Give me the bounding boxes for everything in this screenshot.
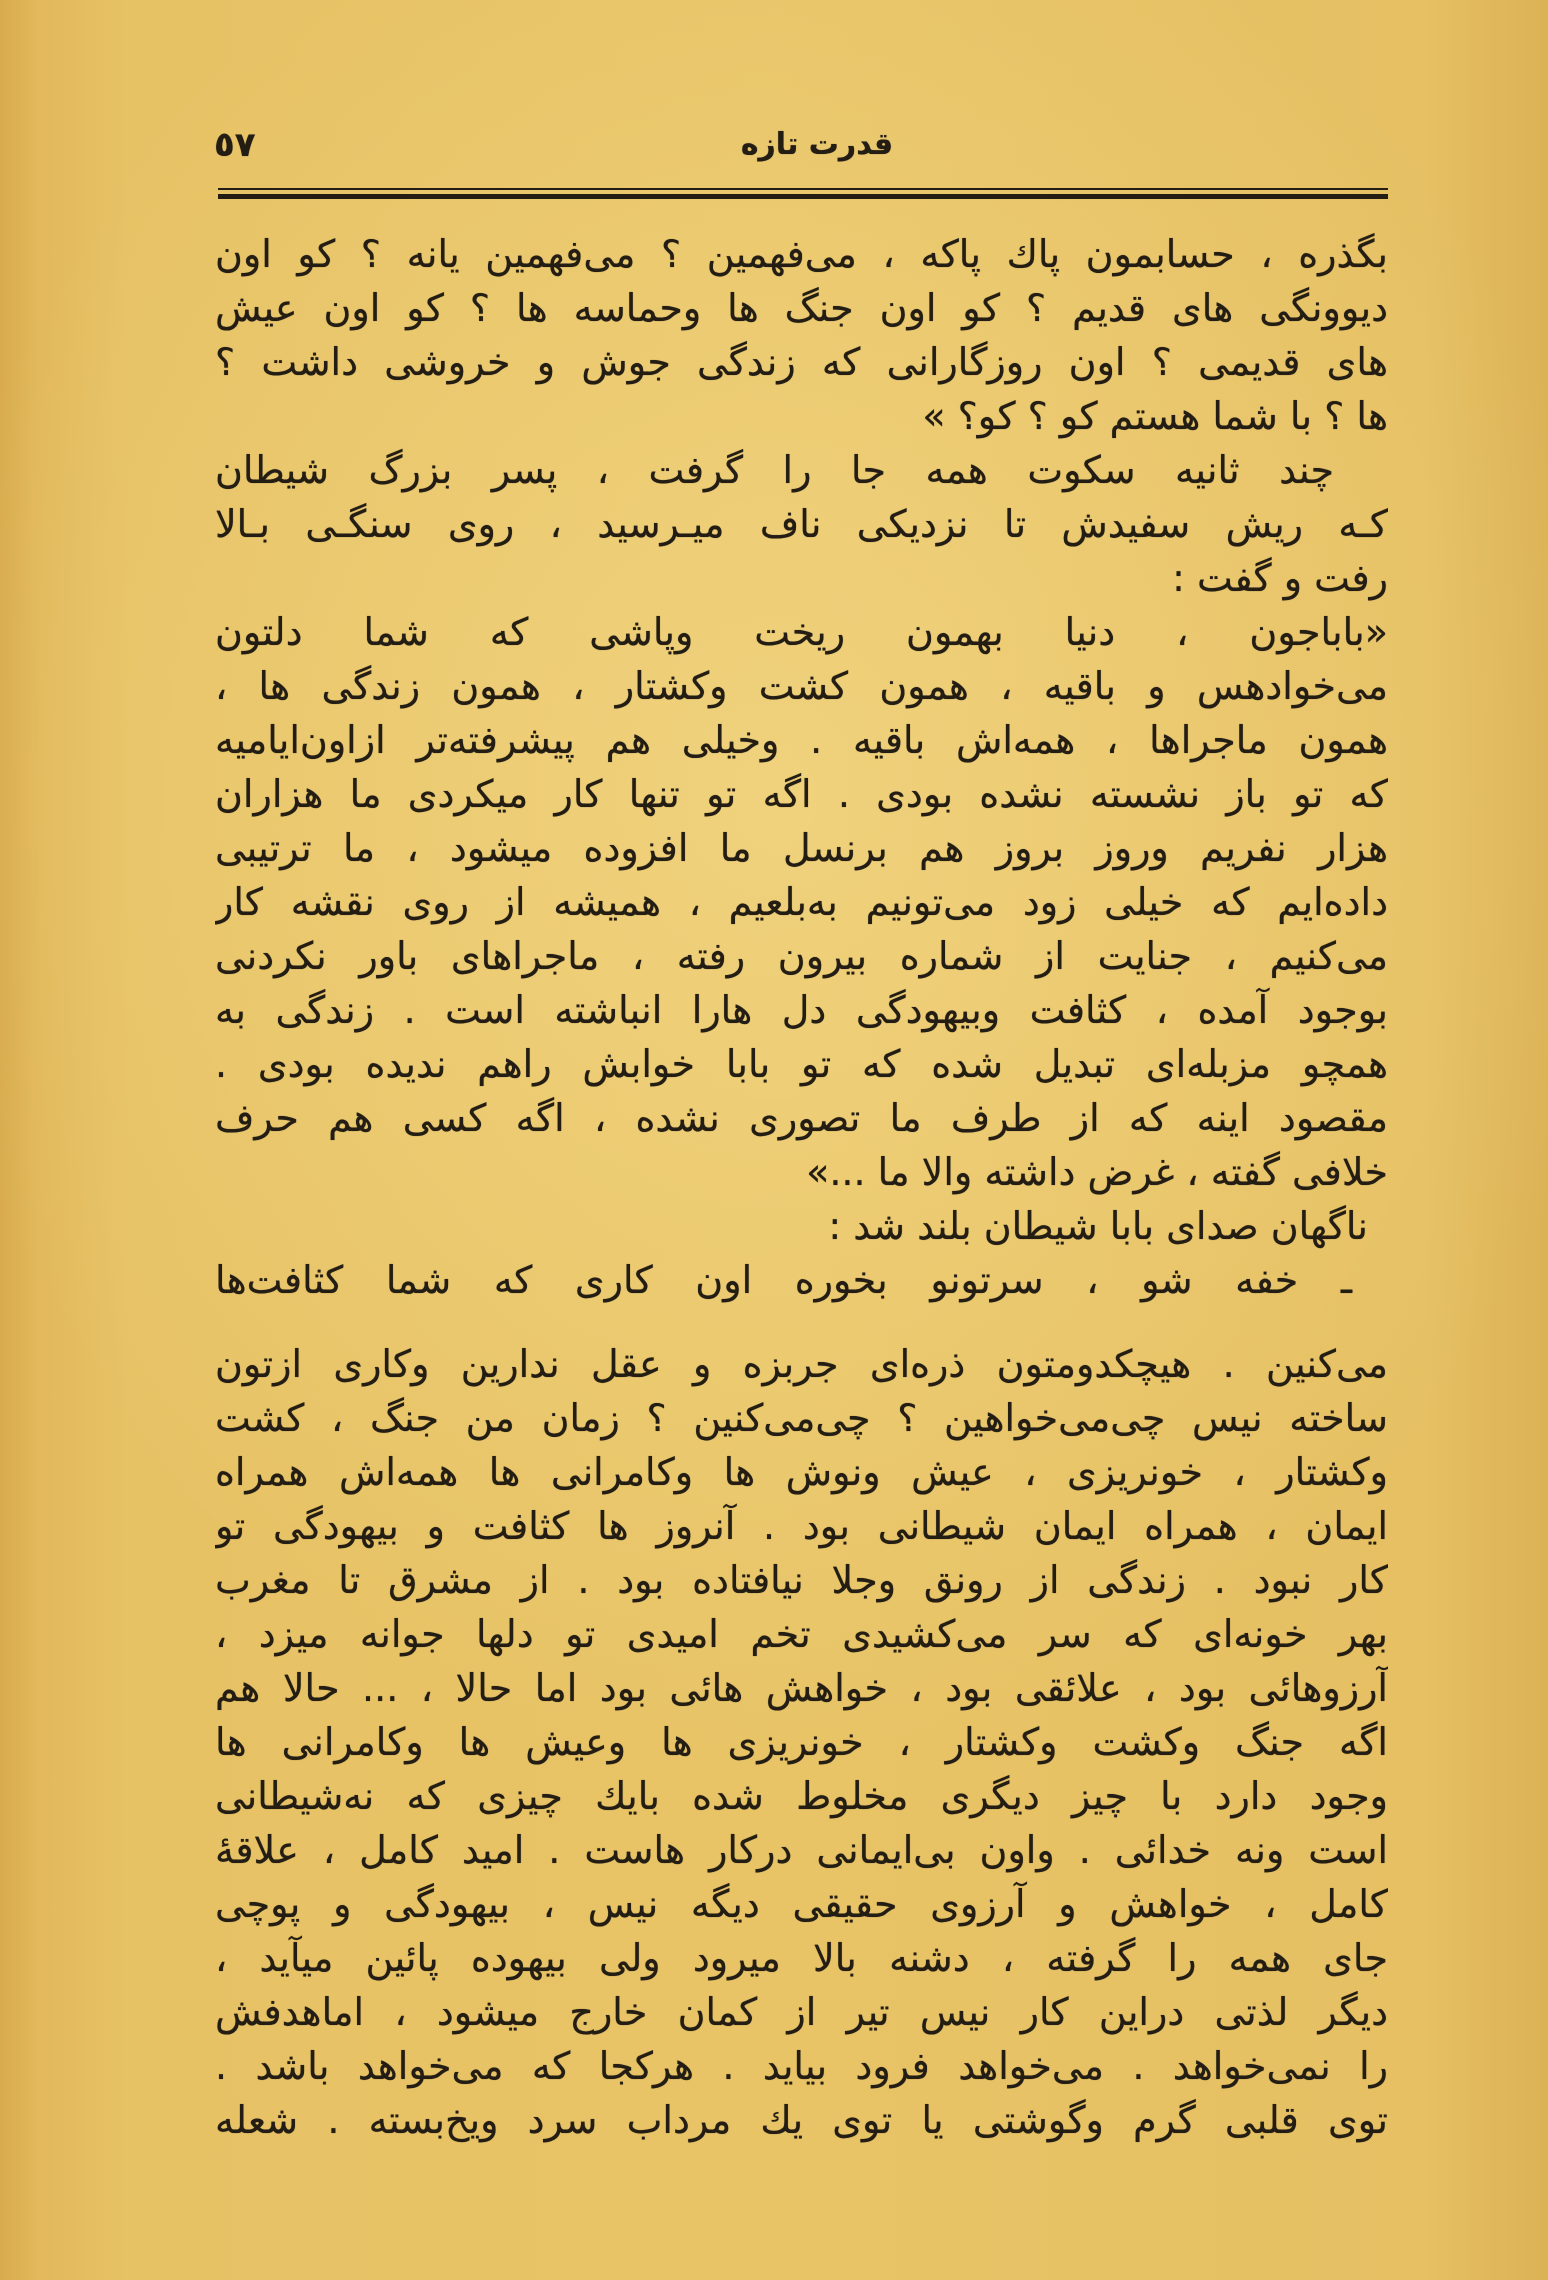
body-text-line: می‌کنیم ، جنایت از شماره بیرون رفته ، ماجراهای باور نکردنی (215, 934, 1388, 978)
body-text-line: همون ماجراها ، همه‌اش باقیه . وخیلی هم پیشرفته‌تر ازاون‌ایامیه (215, 718, 1388, 762)
body-text-line: هزار نفریم وروز بروز هم برنسل ما افزوده میشود ، ما ترتیبی (215, 826, 1388, 870)
body-text-line: اگه جنگ وکشت وکشتار ، خونریزی ها وعیش ها وکامرانی ها (215, 1720, 1388, 1764)
body-text-line: کـه ریش سفیدش تا نزدیکی ناف میـرسید ، روی سنگـی بـالا (215, 502, 1388, 546)
body-text-line: کامل ، خواهش و آرزوی حقیقی دیگه نیس ، بیهودگی و پوچی (215, 1882, 1388, 1926)
header-rule-thick (218, 194, 1388, 199)
body-text-line: چند ثانیه سکوت همه جا را گرفت ، پسر بزرگ شیطان (215, 448, 1334, 492)
body-text-line: توی قلبی گرم وگوشتی یا توی یك مرداب سرد ویخ‌بسته . شعله (215, 2098, 1388, 2142)
body-text-line: را نمی‌خواهد . می‌خواهد فرود بیاید . هرکجا که می‌خواهد باشد . (215, 2044, 1388, 2088)
body-text-line: آرزوهائی بود ، علائقی بود ، خواهش هائی بود اما حالا ، ... حالا هم (215, 1666, 1388, 1710)
body-text-line: ها ؟ با شما هستم کو ؟ کو؟ » (922, 394, 1388, 438)
body-text-line: «باباجون ، دنیا بهمون ریخت وپاشی که شما دلتون (215, 610, 1388, 654)
body-text-line: مقصود اینه که از طرف ما تصوری نشده ، اگه کسی هم حرف (215, 1096, 1388, 1140)
body-text-line: دیگر لذتی دراین کار نیس تیر از کمان خارج میشود ، اماهدفش (215, 1990, 1388, 2034)
body-text-line: داده‌ایم که خیلی زود می‌تونیم به‌بلعیم ، همیشه از روی نقشه کار (215, 880, 1388, 924)
header-rule-thin (218, 188, 1388, 190)
running-title: قدرت تازه (740, 127, 894, 162)
body-text-line: همچو مزبله‌ای تبدیل شده که تو بابا خوابش راهم ندیده بودی . (215, 1042, 1388, 1086)
body-text-line: که تو باز نشسته نشده بودی . اگه تو تنها کار میکردی ما هزاران (215, 772, 1388, 816)
body-text-line: جای همه را گرفته ، دشنه بالا میرود ولی بیهوده پائین میآید ، (215, 1936, 1388, 1980)
body-text-line: ناگهان صدای بابا شیطان بلند شد : (828, 1204, 1368, 1248)
body-text-line: بگذره ، حسابمون پاك پاكه ، می‌فهمین ؟ می‌فهمین یانه ؟ کو اون (215, 232, 1388, 276)
body-text-line: ساخته نیس چی‌می‌خواهین ؟ چی‌می‌کنین ؟ زمان من جنگ ، کشت (215, 1396, 1388, 1440)
body-text-line: رفت و گفت : (1172, 556, 1388, 600)
body-text-line: می‌کنین . هیچکدومتون ذره‌ای جربزه و عقل ندارین وکاری ازتون (215, 1342, 1388, 1386)
body-text-line: خلافی گفته ، غرض داشته والا ما ...» (806, 1150, 1388, 1194)
body-text-line: بوجود آمده ، کثافت وبیهودگی دل هارا انباشته است . زندگی به (215, 988, 1388, 1032)
body-text-line: بهر خونه‌ای که سر می‌کشیدی تخم امیدی تو دلها جوانه میزد ، (215, 1612, 1388, 1656)
body-text-line: دیوونگی های قدیم ؟ کو اون جنگ ها وحماسه ها ؟ کو اون عیش (215, 286, 1388, 330)
page-number: ٥٧ (214, 125, 256, 165)
body-text-line: کار نبود . زندگی از رونق وجلا نیافتاده بود . از مشرق تا مغرب (215, 1558, 1388, 1602)
body-text-line: وکشتار ، خونریزی ، عیش ونوش ها وکامرانی ها همه‌اش همراه (215, 1450, 1388, 1494)
body-text-line: ـ خفه شو ، سرتونو بخوره اون کاری که شما کثافت‌ها (215, 1258, 1352, 1302)
body-text (215, 227, 1388, 2147)
body-text-line: وجود دارد با چیز دیگری مخلوط شده بایك چیزی که نه‌شیطانی (215, 1774, 1388, 1818)
body-text-line: است ونه خدائی . واون بی‌ایمانی درکار هاست . امید کامل ، علاقهٔ (215, 1828, 1388, 1872)
body-text-line: ایمان ، همراه ایمان شیطانی بود . آنروز ها کثافت و بیهودگی تو (215, 1504, 1388, 1548)
body-text-line: می‌خوادهس و باقیه ، همون کشت وکشتار ، همون زندگی ها ، (215, 664, 1388, 708)
body-text-line: های قدیمی ؟ اون روزگارانی که زندگی جوش و خروشی داشت ؟ (215, 340, 1388, 384)
